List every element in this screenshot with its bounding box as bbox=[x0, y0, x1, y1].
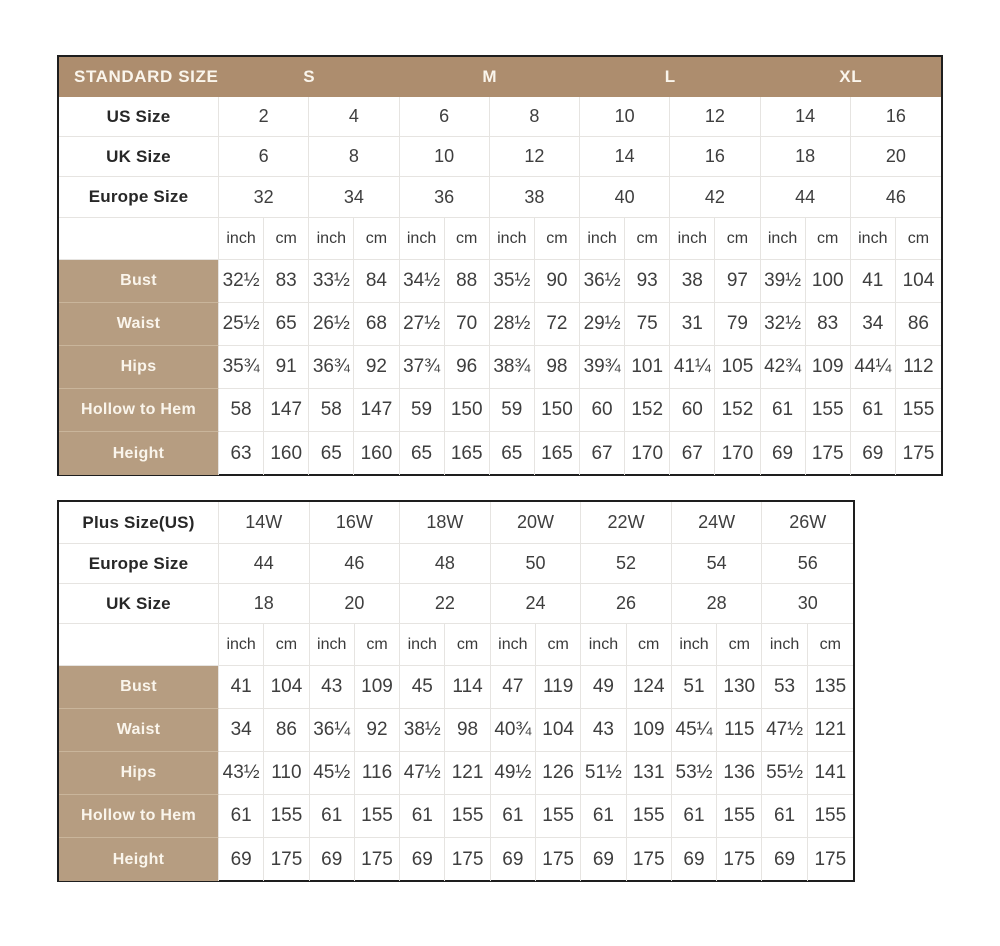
measure-cell: 65 bbox=[264, 303, 309, 346]
row-label: Europe Size bbox=[59, 544, 219, 584]
size-cell: 8 bbox=[490, 97, 580, 137]
measure-label: Hollow to Hem bbox=[59, 795, 219, 838]
measure-cell: 31 bbox=[670, 303, 715, 346]
measure-label: Hollow to Hem bbox=[59, 389, 219, 432]
size-cell: 24W bbox=[672, 502, 763, 544]
measure-cell: 83 bbox=[806, 303, 851, 346]
row-label: Europe Size bbox=[59, 177, 219, 218]
unit-inch-label: inch bbox=[581, 624, 626, 666]
measure-cell: 152 bbox=[625, 389, 670, 432]
measure-cell: 155 bbox=[806, 389, 851, 432]
size-cell: 14 bbox=[761, 97, 851, 137]
unit-cm-label: cm bbox=[715, 218, 760, 260]
unit-inch-label: inch bbox=[672, 624, 717, 666]
measure-cell: 175 bbox=[814, 848, 847, 870]
size-cell: 22W bbox=[581, 502, 672, 544]
measure-cell: 175 bbox=[264, 838, 309, 881]
measure-cell: 175 bbox=[536, 838, 581, 881]
measure-cell: 47 bbox=[491, 666, 536, 709]
size-cell: 14 bbox=[580, 137, 670, 177]
measure-cell: 86 bbox=[896, 303, 941, 346]
unit-inch-label: inch bbox=[491, 624, 536, 666]
measure-cell: 155 bbox=[717, 795, 762, 838]
size-cell: 12 bbox=[670, 97, 760, 137]
group-header-m: M bbox=[400, 57, 581, 97]
measure-cell: 91 bbox=[264, 346, 309, 389]
measure-cell: 35¾ bbox=[219, 346, 264, 389]
size-cell: 42 bbox=[670, 177, 760, 218]
measure-cell: 75 bbox=[625, 303, 670, 346]
measure-cell: 104 bbox=[896, 260, 941, 303]
measure-cell: 69 bbox=[400, 838, 445, 881]
measure-cell: 53½ bbox=[672, 752, 717, 795]
size-cell: 50 bbox=[491, 544, 582, 584]
measure-cell: 155 bbox=[355, 795, 400, 838]
measure-cell: 51½ bbox=[581, 752, 626, 795]
size-cell: 18 bbox=[219, 584, 310, 624]
measure-label: Bust bbox=[59, 260, 219, 303]
measure-cell: 68 bbox=[354, 303, 399, 346]
unit-cm-label: cm bbox=[808, 624, 853, 666]
measure-label: Height bbox=[59, 838, 219, 881]
measure-cell: 175 bbox=[902, 442, 935, 464]
size-cell: 12 bbox=[490, 137, 580, 177]
size-cell: 16 bbox=[670, 137, 760, 177]
measure-cell: 45¼ bbox=[672, 709, 717, 752]
unit-cm-label: cm bbox=[355, 624, 400, 666]
measure-cell: 84 bbox=[354, 260, 399, 303]
size-cell: 6 bbox=[219, 137, 309, 177]
measure-cell: 69 bbox=[581, 838, 626, 881]
size-cell: 38 bbox=[490, 177, 580, 218]
measure-cell: 115 bbox=[717, 709, 762, 752]
unit-cm-label: cm bbox=[445, 218, 490, 260]
measure-cell: 65 bbox=[309, 432, 354, 475]
measure-cell: 28½ bbox=[490, 303, 535, 346]
measure-cell: 43 bbox=[310, 666, 355, 709]
measure-cell: 155 bbox=[896, 389, 941, 432]
size-cell: 18W bbox=[400, 502, 491, 544]
measure-cell: 152 bbox=[715, 389, 760, 432]
measure-cell: 121 bbox=[445, 752, 490, 795]
measure-cell: 43 bbox=[581, 709, 626, 752]
measure-cell: 65 bbox=[490, 432, 535, 475]
group-header-xl: XL bbox=[761, 57, 942, 97]
measure-cell: 58 bbox=[219, 389, 264, 432]
measure-cell: 112 bbox=[896, 346, 941, 389]
measure-cell: 26½ bbox=[309, 303, 354, 346]
measure-cell: 90 bbox=[535, 260, 580, 303]
measure-cell: 83 bbox=[264, 260, 309, 303]
measure-cell: 160 bbox=[354, 432, 399, 475]
measure-cell: 60 bbox=[580, 389, 625, 432]
measure-cell: 61 bbox=[491, 795, 536, 838]
measure-cell: 32½ bbox=[219, 260, 264, 303]
measure-cell: 131 bbox=[627, 752, 672, 795]
measure-cell: 104 bbox=[536, 709, 581, 752]
measure-cell: 70 bbox=[445, 303, 490, 346]
measure-cell: 175 bbox=[627, 838, 672, 881]
measure-cell: 41 bbox=[219, 666, 264, 709]
measure-cell: 109 bbox=[627, 709, 672, 752]
measure-cell: 116 bbox=[355, 752, 400, 795]
unit-cm-label: cm bbox=[445, 624, 490, 666]
measure-cell: 67 bbox=[580, 432, 625, 475]
row-label: UK Size bbox=[59, 584, 219, 624]
measure-cell: 93 bbox=[625, 260, 670, 303]
measure-cell: 92 bbox=[355, 709, 400, 752]
measure-cell: 61 bbox=[219, 795, 264, 838]
measure-cell: 69 bbox=[851, 432, 896, 475]
measure-cell: 61 bbox=[762, 795, 807, 838]
measure-cell: 119 bbox=[536, 666, 581, 709]
unit-cm-label: cm bbox=[717, 624, 762, 666]
size-cell: 14W bbox=[219, 502, 310, 544]
measure-cell: 69 bbox=[761, 432, 806, 475]
row-label: UK Size bbox=[59, 137, 219, 177]
measure-cell: 35½ bbox=[490, 260, 535, 303]
standard-size-table bbox=[57, 55, 943, 476]
measure-cell: 39½ bbox=[761, 260, 806, 303]
size-cell: 26 bbox=[581, 584, 672, 624]
measure-cell: 61 bbox=[851, 389, 896, 432]
size-cell: 6 bbox=[400, 97, 490, 137]
measure-cell: 147 bbox=[354, 389, 399, 432]
measure-cell: 47½ bbox=[762, 709, 807, 752]
measure-cell: 121 bbox=[808, 709, 853, 752]
unit-inch-label: inch bbox=[851, 218, 896, 260]
measure-cell: 25½ bbox=[219, 303, 264, 346]
measure-cell: 69 bbox=[491, 838, 536, 881]
group-header-l: L bbox=[580, 57, 761, 97]
measure-cell: 29½ bbox=[580, 303, 625, 346]
measure-cell: 135 bbox=[808, 666, 853, 709]
measure-cell: 105 bbox=[715, 346, 760, 389]
unit-cm-label: cm bbox=[627, 624, 672, 666]
unit-inch-label: inch bbox=[762, 624, 807, 666]
size-cell: 40 bbox=[580, 177, 670, 218]
measure-cell: 40¾ bbox=[491, 709, 536, 752]
measure-cell: 49 bbox=[581, 666, 626, 709]
size-cell: 34 bbox=[309, 177, 399, 218]
measure-cell: 39¾ bbox=[580, 346, 625, 389]
size-cell: 4 bbox=[309, 97, 399, 137]
unit-inch-label: inch bbox=[309, 218, 354, 260]
measure-cell: 32½ bbox=[761, 303, 806, 346]
plus-size-table bbox=[57, 500, 855, 882]
measure-cell: 61 bbox=[761, 389, 806, 432]
measure-cell: 97 bbox=[715, 260, 760, 303]
measure-cell: 33½ bbox=[309, 260, 354, 303]
size-cell: 20 bbox=[310, 584, 401, 624]
unit-cm-label: cm bbox=[806, 218, 851, 260]
size-cell: 26W bbox=[762, 502, 853, 544]
unit-cm-label: cm bbox=[536, 624, 581, 666]
measure-cell: 58 bbox=[309, 389, 354, 432]
measure-cell: 45 bbox=[400, 666, 445, 709]
measure-cell: 61 bbox=[400, 795, 445, 838]
measure-cell: 155 bbox=[264, 795, 309, 838]
measure-cell: 61 bbox=[672, 795, 717, 838]
size-cell: 56 bbox=[762, 544, 853, 584]
measure-cell: 43½ bbox=[219, 752, 264, 795]
measure-cell: 150 bbox=[445, 389, 490, 432]
measure-cell: 41 bbox=[851, 260, 896, 303]
measure-cell: 34½ bbox=[400, 260, 445, 303]
measure-cell: 92 bbox=[354, 346, 399, 389]
measure-cell: 53 bbox=[762, 666, 807, 709]
measure-cell: 69 bbox=[310, 838, 355, 881]
unit-cm-label: cm bbox=[264, 624, 309, 666]
measure-cell: 55½ bbox=[762, 752, 807, 795]
measure-cell: 38 bbox=[670, 260, 715, 303]
measure-cell: 61 bbox=[310, 795, 355, 838]
size-cell: 48 bbox=[400, 544, 491, 584]
unit-inch-label: inch bbox=[580, 218, 625, 260]
size-cell: 2 bbox=[219, 97, 309, 137]
measure-cell: 175 bbox=[355, 838, 400, 881]
unit-inch-label: inch bbox=[219, 624, 264, 666]
measure-cell: 109 bbox=[355, 666, 400, 709]
measure-cell: 59 bbox=[400, 389, 445, 432]
measure-cell: 63 bbox=[219, 432, 264, 475]
unit-inch-label: inch bbox=[310, 624, 355, 666]
measure-cell: 60 bbox=[670, 389, 715, 432]
size-cell: 8 bbox=[309, 137, 399, 177]
size-cell: 20 bbox=[851, 137, 941, 177]
measure-cell: 150 bbox=[535, 389, 580, 432]
unit-cm-label: cm bbox=[264, 218, 309, 260]
size-cell: 10 bbox=[580, 97, 670, 137]
measure-cell: 136 bbox=[717, 752, 762, 795]
measure-cell: 79 bbox=[715, 303, 760, 346]
measure-cell: 101 bbox=[625, 346, 670, 389]
measure-cell: 86 bbox=[264, 709, 309, 752]
row-label: Plus Size(US) bbox=[59, 502, 219, 544]
size-cell: 44 bbox=[219, 544, 310, 584]
measure-cell: 104 bbox=[264, 666, 309, 709]
measure-cell: 69 bbox=[762, 838, 807, 881]
measure-label: Waist bbox=[59, 709, 219, 752]
measure-cell: 27½ bbox=[400, 303, 445, 346]
measure-cell: 175 bbox=[717, 838, 762, 881]
measure-cell: 96 bbox=[445, 346, 490, 389]
measure-cell: 51 bbox=[672, 666, 717, 709]
size-cell: 18 bbox=[761, 137, 851, 177]
unit-spacer bbox=[59, 624, 219, 666]
measure-cell: 155 bbox=[445, 795, 490, 838]
measure-label: Hips bbox=[59, 752, 219, 795]
measure-cell: 100 bbox=[806, 260, 851, 303]
measure-cell: 34 bbox=[219, 709, 264, 752]
size-cell: 16 bbox=[851, 97, 941, 137]
unit-inch-label: inch bbox=[400, 218, 445, 260]
measure-cell: 69 bbox=[219, 838, 264, 881]
size-cell: 36 bbox=[400, 177, 490, 218]
measure-cell: 36¼ bbox=[310, 709, 355, 752]
size-cell: 44 bbox=[761, 177, 851, 218]
measure-cell: 41¼ bbox=[670, 346, 715, 389]
unit-inch-label: inch bbox=[219, 218, 264, 260]
measure-cell: 155 bbox=[808, 795, 853, 838]
measure-cell: 36¾ bbox=[309, 346, 354, 389]
unit-cm-label: cm bbox=[354, 218, 399, 260]
measure-cell: 130 bbox=[717, 666, 762, 709]
measure-cell: 126 bbox=[536, 752, 581, 795]
unit-inch-label: inch bbox=[490, 218, 535, 260]
size-cell: 46 bbox=[851, 177, 941, 218]
measure-cell: 170 bbox=[625, 432, 670, 475]
measure-cell: 110 bbox=[264, 752, 309, 795]
size-cell: 52 bbox=[581, 544, 672, 584]
measure-cell: 72 bbox=[535, 303, 580, 346]
size-cell: 22 bbox=[400, 584, 491, 624]
measure-cell: 175 bbox=[806, 432, 851, 475]
size-cell: 16W bbox=[310, 502, 401, 544]
measure-cell: 155 bbox=[627, 795, 672, 838]
size-cell: 46 bbox=[310, 544, 401, 584]
measure-cell: 170 bbox=[715, 432, 760, 475]
unit-cm-label: cm bbox=[625, 218, 670, 260]
measure-cell: 49½ bbox=[491, 752, 536, 795]
size-cell: 10 bbox=[400, 137, 490, 177]
unit-inch-label: inch bbox=[670, 218, 715, 260]
measure-cell: 65 bbox=[400, 432, 445, 475]
unit-cm-label: cm bbox=[535, 218, 580, 260]
unit-inch-label: inch bbox=[761, 218, 806, 260]
measure-cell: 114 bbox=[445, 666, 490, 709]
measure-cell: 147 bbox=[264, 389, 309, 432]
measure-cell: 98 bbox=[445, 709, 490, 752]
measure-cell: 61 bbox=[581, 795, 626, 838]
size-cell: 20W bbox=[491, 502, 582, 544]
measure-cell: 155 bbox=[536, 795, 581, 838]
measure-cell: 59 bbox=[490, 389, 535, 432]
measure-cell: 88 bbox=[445, 260, 490, 303]
size-cell: 30 bbox=[762, 584, 853, 624]
measure-label: Hips bbox=[59, 346, 219, 389]
measure-cell: 175 bbox=[445, 838, 490, 881]
measure-cell: 160 bbox=[264, 432, 309, 475]
measure-cell: 47½ bbox=[400, 752, 445, 795]
measure-cell: 45½ bbox=[310, 752, 355, 795]
measure-label: Waist bbox=[59, 303, 219, 346]
measure-cell: 141 bbox=[808, 752, 853, 795]
measure-cell: 38½ bbox=[400, 709, 445, 752]
measure-cell: 44¼ bbox=[851, 346, 896, 389]
measure-cell: 165 bbox=[445, 432, 490, 475]
group-header-s: S bbox=[219, 57, 400, 97]
table-title: STANDARD SIZE bbox=[59, 57, 219, 97]
measure-cell: 165 bbox=[535, 432, 580, 475]
size-cell: 54 bbox=[672, 544, 763, 584]
unit-cm-label: cm bbox=[896, 218, 941, 260]
unit-spacer bbox=[59, 218, 219, 260]
measure-cell: 124 bbox=[627, 666, 672, 709]
measure-label: Bust bbox=[59, 666, 219, 709]
measure-cell: 37¾ bbox=[400, 346, 445, 389]
measure-cell: 98 bbox=[535, 346, 580, 389]
measure-cell: 67 bbox=[670, 432, 715, 475]
measure-cell: 109 bbox=[806, 346, 851, 389]
measure-cell: 34 bbox=[851, 303, 896, 346]
size-cell: 32 bbox=[219, 177, 309, 218]
row-label: US Size bbox=[59, 97, 219, 137]
measure-cell: 36½ bbox=[580, 260, 625, 303]
size-cell: 28 bbox=[672, 584, 763, 624]
measure-cell: 38¾ bbox=[490, 346, 535, 389]
measure-cell: 42¾ bbox=[761, 346, 806, 389]
unit-inch-label: inch bbox=[400, 624, 445, 666]
measure-cell: 69 bbox=[672, 838, 717, 881]
measure-label: Height bbox=[59, 432, 219, 475]
size-cell: 24 bbox=[491, 584, 582, 624]
